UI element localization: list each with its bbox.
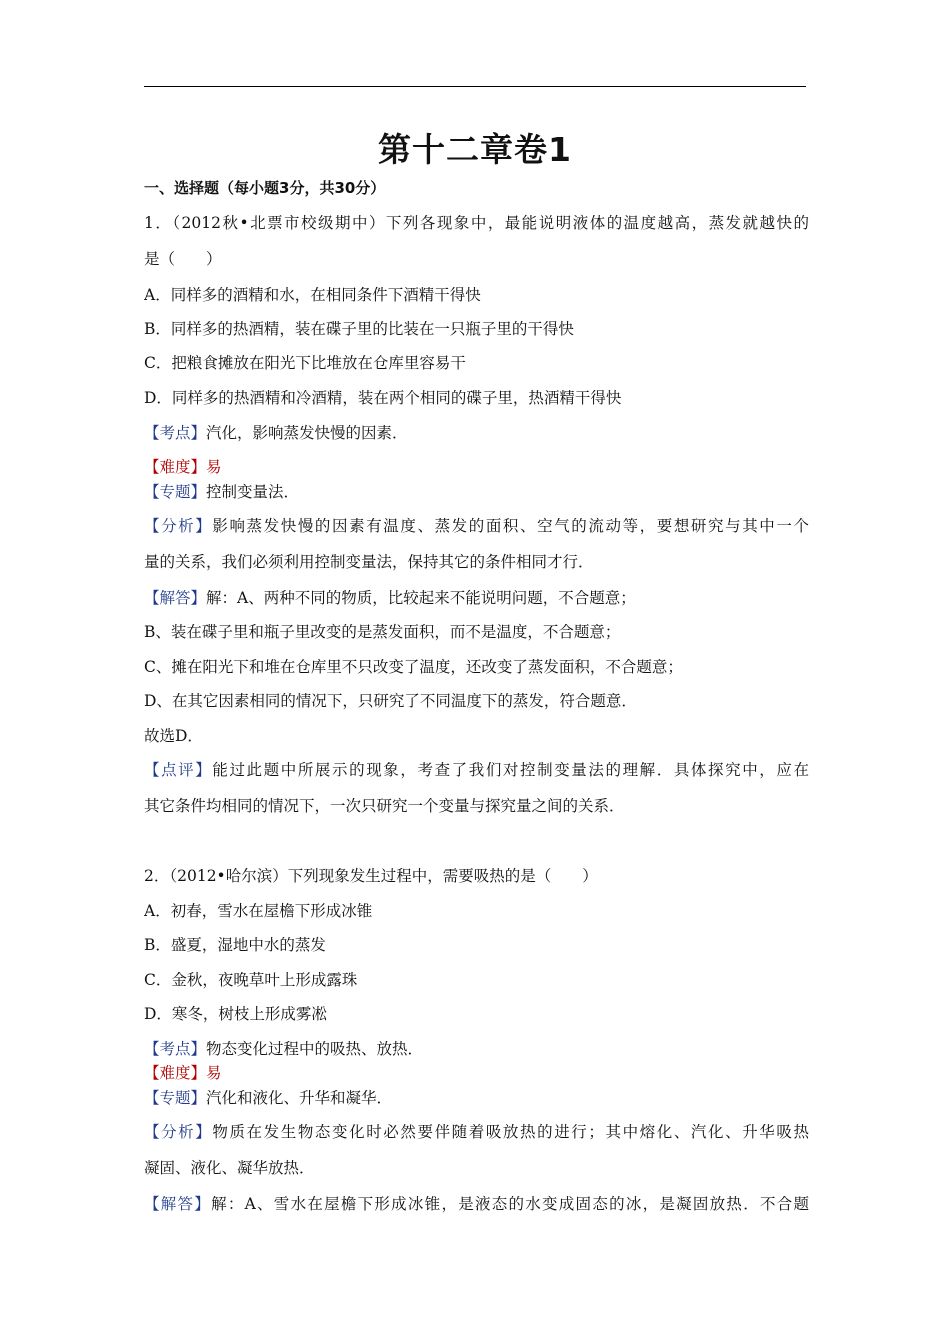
q1-jieda-line2: B、装在碟子里和瓶子里改变的是蒸发面积，而不是温度，不合题意； <box>144 623 621 641</box>
q1-nandu <box>144 456 809 478</box>
q2-option-a: A．初春，雪水在屋檐下形成冰锥 <box>144 902 373 920</box>
q1-stem-line1: 1．（2012秋•北票市校级期中）下列各现象中，最能说明液体的温度越高，蒸发就越快的 <box>144 214 809 232</box>
q1-stem-line2: 是（ ） <box>144 250 222 268</box>
q2-fenxi-text1: 物质在发生物态变化时必然要伴随着吸放热的进行；其中熔化、汽化、升华吸热 <box>212 1123 809 1141</box>
q1-jieda-line4: D、在其它因素相同的情况下，只研究了不同温度下的蒸发，符合题意． <box>144 692 637 710</box>
q2-zhuanti <box>144 1087 809 1109</box>
q2-jieda-line1 <box>144 1193 809 1215</box>
page-title: 第十二章卷1 <box>378 130 572 169</box>
q2-nandu-text: 易 <box>206 1064 222 1082</box>
q1-jieda-tag: 【解答】 <box>144 589 207 607</box>
q1-zhuanti <box>144 481 809 503</box>
q1-zhuanti-text: 控制变量法． <box>206 483 300 501</box>
q1-fenxi-line2: 量的关系，我们必须利用控制变量法，保持其它的条件相同才行． <box>144 553 594 571</box>
q2-zhuanti-text: 汽化和液化、升华和凝华． <box>206 1089 393 1107</box>
q2-option-c: C．金秋，夜晚草叶上形成露珠 <box>144 971 358 989</box>
q1-option-b: B．同样多的热酒精，装在碟子里的比装在一只瓶子里的干得快 <box>144 320 574 338</box>
q2-fenxi-line1 <box>144 1121 809 1143</box>
q1-kaodian-text: 汽化，影响蒸发快慢的因素． <box>206 424 408 442</box>
q2-fenxi-tag: 【分析】 <box>144 1123 213 1141</box>
q2-stem-line1: 2．（2012•哈尔滨）下列现象发生过程中，需要吸热的是（ ） <box>144 867 598 885</box>
q1-nandu-text: 易 <box>206 458 222 476</box>
q2-nandu <box>144 1062 809 1084</box>
q1-kaodian <box>144 422 809 444</box>
q2-jieda-text1: 解：A、雪水在屋檐下形成冰锥，是液态的水变成固态的冰，是凝固放热．不合题 <box>211 1195 809 1213</box>
header-rule <box>144 86 806 87</box>
q1-option-a: A．同样多的酒精和水，在相同条件下酒精干得快 <box>144 286 481 304</box>
q1-option-d: D．同样多的热酒精和冷酒精，装在两个相同的碟子里，热酒精干得快 <box>144 389 622 407</box>
q1-dianping-tag: 【点评】 <box>144 761 213 779</box>
q1-jieda-line1 <box>144 587 809 609</box>
q2-kaodian-text: 物态变化过程中的吸热、放热． <box>206 1040 424 1058</box>
q1-jieda-text1: 解：A、两种不同的物质，比较起来不能说明问题，不合题意； <box>206 589 636 607</box>
q1-nandu-tag: 【难度】 <box>144 458 207 476</box>
q1-dianping-line2: 其它条件均相同的情况下，一次只研究一个变量与探究量之间的关系． <box>144 797 625 815</box>
q2-jieda-tag: 【解答】 <box>144 1195 212 1213</box>
q1-zhuanti-tag: 【专题】 <box>144 483 207 501</box>
q1-option-c: C．把粮食摊放在阳光下比堆放在仓库里容易干 <box>144 354 466 372</box>
q1-jieda-line3: C、摊在阳光下和堆在仓库里不只改变了温度，还改变了蒸发面积，不合题意； <box>144 658 683 676</box>
q1-dianping-line1 <box>144 759 809 781</box>
q2-nandu-tag: 【难度】 <box>144 1064 207 1082</box>
q2-option-d: D．寒冬，树枝上形成雾凇 <box>144 1005 327 1023</box>
q1-jieda-line5: 故选D． <box>144 727 203 745</box>
section-heading: 一、选择题（每小题3分，共30分） <box>144 179 386 197</box>
q1-kaodian-tag: 【考点】 <box>144 424 207 442</box>
q1-fenxi-tag: 【分析】 <box>144 517 213 535</box>
q1-fenxi-text1: 影响蒸发快慢的因素有温度、蒸发的面积、空气的流动等，要想研究与其中一个 <box>212 517 809 535</box>
q1-fenxi-line1 <box>144 515 809 537</box>
q2-zhuanti-tag: 【专题】 <box>144 1089 207 1107</box>
q2-kaodian <box>144 1038 809 1060</box>
q2-option-b: B．盛夏，湿地中水的蒸发 <box>144 936 326 954</box>
q2-kaodian-tag: 【考点】 <box>144 1040 207 1058</box>
q2-fenxi-line2: 凝固、液化、凝华放热． <box>144 1159 315 1177</box>
q1-dianping-text1: 能过此题中所展示的现象，考查了我们对控制变量法的理解．具体探究中，应在 <box>212 761 809 779</box>
